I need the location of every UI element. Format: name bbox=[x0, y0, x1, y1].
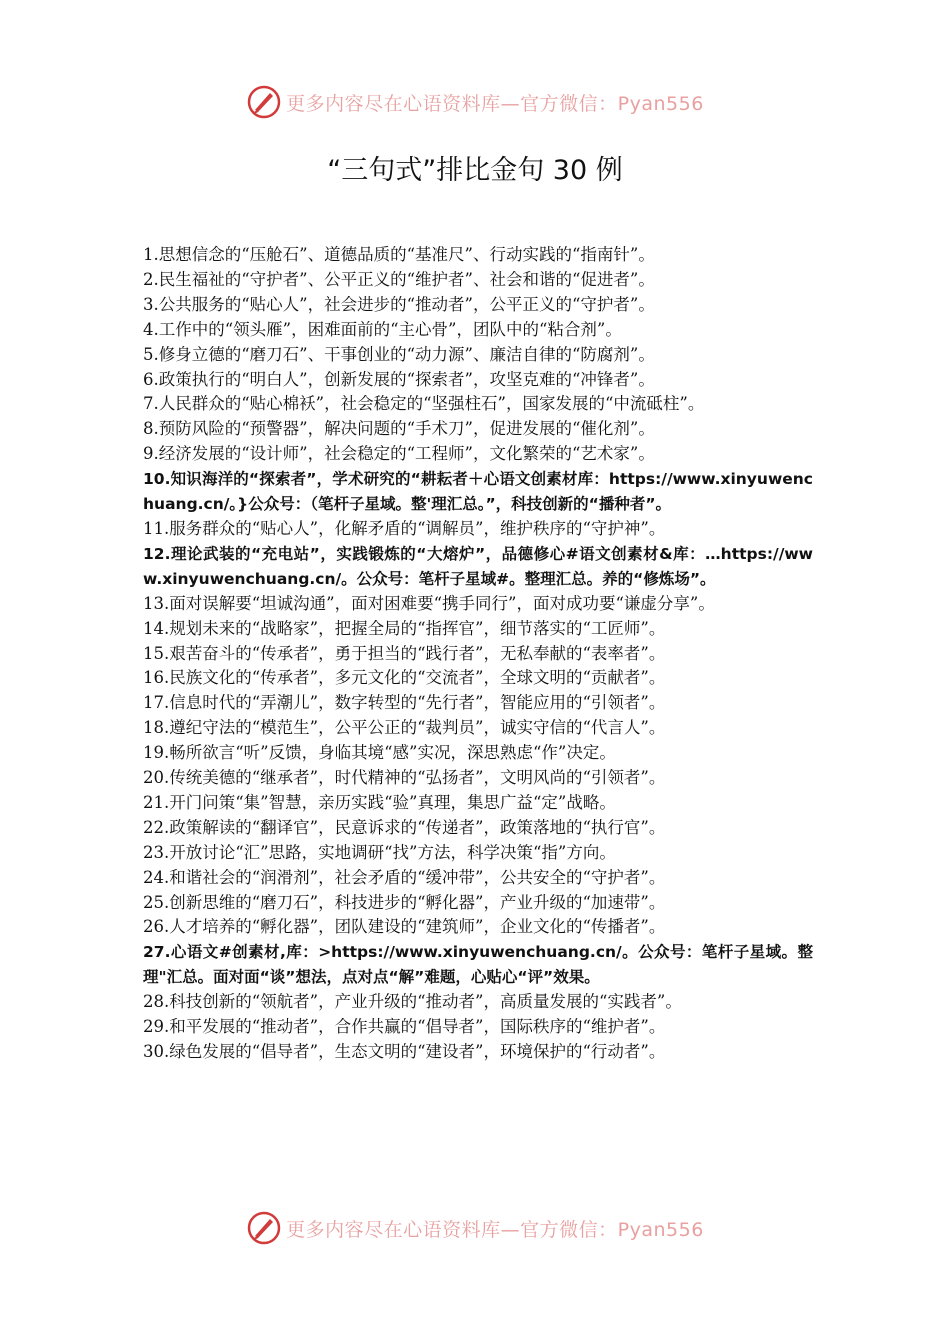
list-item: 4.工作中的“领头雁”，困难面前的“主心骨”，团队中的“粘合剂”。 bbox=[143, 319, 622, 339]
list-item: 25.创新思维的“磨刀石”，科技进步的“孵化器”，产业升级的“加速带”。 bbox=[143, 892, 666, 912]
sentence-list bbox=[143, 243, 813, 1065]
list-item: 18.遵纪守法的“模范生”，公平公正的“裁判员”，诚实守信的“代言人”。 bbox=[143, 718, 666, 738]
list-item: 9.经济发展的“设计师”，社会稳定的“工程师”，文化繁荣的“艺术家”。 bbox=[143, 444, 655, 464]
list-item: 8.预防风险的“预警器”，解决问题的“手术刀”，促进发展的“催化剂”。 bbox=[143, 419, 655, 439]
list-item: 14.规划未来的“战略家”，把握全局的“指挥官”，细节落实的“工匠师”。 bbox=[143, 618, 666, 638]
list-item: 20.传统美德的“继承者”，时代精神的“弘扬者”，文明风尚的“引领者”。 bbox=[143, 768, 666, 788]
list-item: 10.知识海洋的“探索者”，学术研究的“耕耘者＋心语文创素材库：https://www.xinyuwenchuang.cn/。}公众号：（笔杆子星域。整'理汇总。”，科技创新的“播种者”。 bbox=[143, 470, 813, 514]
list-item: 5.修身立德的“磨刀石”、干事创业的“动力源”、廉洁自律的“防腐剂”。 bbox=[143, 344, 655, 364]
watermark-text: 更多内容尽在心语资料库—官方微信：Pyan556 bbox=[286, 1218, 704, 1241]
header-watermark-banner bbox=[0, 82, 950, 122]
list-item: 13.面对误解要“坦诚沟通”，面对困难要“携手同行”，面对成功要“谦虚分享”。 bbox=[143, 593, 715, 613]
list-item: 24.和谐社会的“润滑剂”，社会矛盾的“缓冲带”，公共安全的“守护者”。 bbox=[143, 867, 666, 887]
list-item: 3.公共服务的“贴心人”，社会进步的“推动者”，公平正义的“守护者”。 bbox=[143, 294, 655, 314]
list-item: 6.政策执行的“明白人”，创新发展的“探索者”，攻坚克难的“冲锋者”。 bbox=[143, 369, 655, 389]
list-item: 30.绿色发展的“倡导者”，生态文明的“建设者”，环境保护的“行动者”。 bbox=[143, 1042, 666, 1061]
list-item: 26.人才培养的“孵化器”，团队建设的“建筑师”，企业文化的“传播者”。 bbox=[143, 917, 666, 937]
list-item: 15.艰苦奋斗的“传承者”，勇于担当的“践行者”，无私奉献的“表率者”。 bbox=[143, 643, 666, 663]
list-item: 22.政策解读的“翻译官”，民意诉求的“传递者”，政策落地的“执行官”。 bbox=[143, 817, 666, 837]
list-item: 11.服务群众的“贴心人”，化解矛盾的“调解员”，维护秩序的“守护神”。 bbox=[143, 518, 666, 538]
quill-logo-icon bbox=[246, 84, 282, 120]
watermark-text: 更多内容尽在心语资料库—官方微信：Pyan556 bbox=[286, 92, 704, 115]
list-item: 21.开门问策“集”智慧，亲历实践“验”真理，集思广益“定”战略。 bbox=[143, 792, 616, 812]
list-item: 19.畅所欲言“听”反馈，身临其境“感”实况，深思熟虑“作”决定。 bbox=[143, 743, 616, 763]
list-item: 2.民生福祉的“守护者”、公平正义的“维护者”、社会和谐的“促进者”。 bbox=[143, 269, 655, 289]
list-item: 1.思想信念的“压舱石”、道德品质的“基准尺”、行动实践的“指南针”。 bbox=[143, 245, 655, 264]
list-item: 7.人民群众的“贴心棉袄”，社会稳定的“坚强柱石”，国家发展的“中流砥柱”。 bbox=[143, 394, 705, 414]
list-item: 23.开放讨论“汇”思路，实地调研“找”方法，科学决策“指”方向。 bbox=[143, 842, 616, 862]
list-item: 27.心语文#创素材,库：>https://www.xinyuwenchuang.cn/。公众号：笔杆子星域。整理"汇总。面对面“谈”想法，点对点“解”难题，心贴心“评”效果。 bbox=[143, 943, 813, 987]
footer-watermark-banner bbox=[0, 1208, 950, 1248]
list-item: 17.信息时代的“弄潮儿”，数字转型的“先行者”，智能应用的“引领者”。 bbox=[143, 693, 666, 713]
quill-logo-icon bbox=[246, 1210, 282, 1246]
list-item: 29.和平发展的“推动者”，合作共赢的“倡导者”，国际秩序的“维护者”。 bbox=[143, 1017, 666, 1037]
list-item: 28.科技创新的“领航者”，产业升级的“推动者”，高质量发展的“实践者”。 bbox=[143, 992, 682, 1012]
page-title: “三句式”排比金句 30 例 bbox=[327, 155, 623, 186]
list-item: 12.理论武装的“充电站”，实践锻炼的“大熔炉”，品德修心#语文创素材&库：…https://www.xinyuwenchuang.cn/。公众号：笔杆子星域#。整理汇总。养的“修炼场”。 bbox=[143, 544, 813, 588]
list-item: 16.民族文化的“传承者”，多元文化的“交流者”，全球文明的“贡献者”。 bbox=[143, 668, 666, 688]
